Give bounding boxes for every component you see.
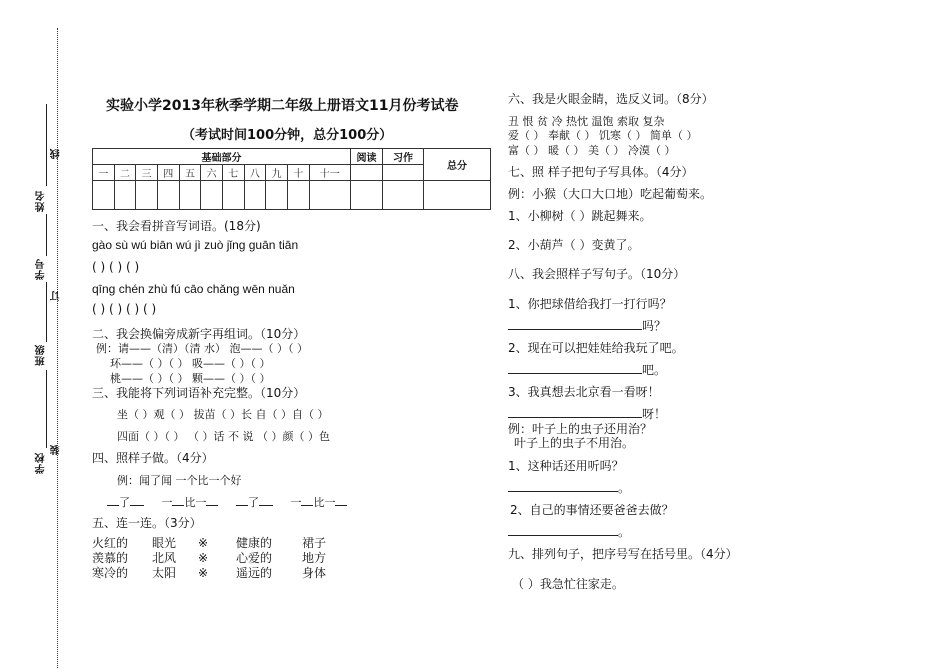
score-num: 十 [287,165,309,181]
exam-subtitle: （考试时间100分钟，总分100分） [182,128,393,143]
score-cell[interactable] [114,181,136,210]
score-num: 一 [93,165,115,181]
score-cell[interactable] [201,181,223,210]
s5-row [92,536,326,551]
score-cell[interactable] [222,181,244,210]
section1-title: 一、我会看拼音写词语。(18分) [92,219,261,233]
class-write-line [46,282,47,342]
s8-answer-line[interactable] [508,480,618,492]
section7-title: 七、照 样子把句子写具体。（4分） [508,165,694,179]
s5-word[interactable]: 心爱的 [236,551,273,565]
s8-answer-line[interactable] [508,406,642,418]
score-num: 六 [201,165,223,181]
s5-word[interactable]: 寒冷的 [92,566,129,580]
s8-q1: 1、你把球借给我打一打行吗？ [508,297,672,311]
s8-answer-end: 呀！ [642,407,667,421]
score-group-basic: 基础部分 [93,149,351,165]
score-cell[interactable] [136,181,158,210]
score-cell[interactable] [351,181,383,210]
s5-word[interactable]: 火红的 [92,536,129,550]
s5-dot: ※ [198,536,209,550]
s1-blank-row1[interactable]: ( ) ( ) ( ) [92,260,140,274]
score-col-reading: 阅读 [351,149,383,165]
s4-example: 例：闻了闻 一个比一个好 [117,474,242,487]
school-label: 学校 [36,452,47,474]
s4-blank[interactable] [259,494,273,506]
score-num: 七 [222,165,244,181]
s2-example: 例：请——（清）（清 水） 泡——（ ）（ ） [96,342,308,355]
s1-blank-row2[interactable]: ( ) ( ) ( ) ( ) [92,302,157,316]
s5-word[interactable]: 健康的 [236,536,273,550]
s1-pinyin-row1: gào sù wú biān wú jì zuò jǐng guān tiān [92,238,299,252]
exam-title: 实验小学2013年秋季学期二年级上册语文11月份考试卷 [106,98,459,114]
s8-answer4[interactable] [508,479,630,496]
section6-title: 六、我是火眼金睛，选反义词。（8分） [508,92,714,106]
s5-word[interactable]: 遥远的 [236,566,273,580]
s3-row2[interactable]: 四面（ ）（ ） （ ）话 不 说 （ ）颜（ ）色 [117,430,330,443]
s2-row2[interactable]: 桃——（ ）（ ） 颗——（ ）（ ） [110,372,271,385]
s4-blank[interactable] [301,494,313,506]
section4-title: 四、照样子做。（4分） [92,451,214,465]
section5-title: 五、连一连。（3分） [92,516,202,530]
score-cell[interactable] [157,181,179,210]
s3-row1[interactable]: 坐（ ）观（ ） 拔苗（ ）长 自（ ）自（ ） [117,408,329,421]
binding-char-ding: 订 [51,290,62,301]
s7-example: 例：小猴（大口大口地）吃起葡萄来。 [508,187,713,201]
score-cell[interactable] [266,181,288,210]
s4-blank[interactable] [130,494,144,506]
s4-blank[interactable] [335,494,347,506]
s4-blank[interactable] [107,494,119,506]
s5-word[interactable]: 羡慕的 [92,551,129,565]
score-cell[interactable] [424,181,491,210]
s8-q5: 2、自己的事情还要爸爸去做？ [510,503,674,517]
name-write-line [46,104,47,186]
score-cell[interactable] [383,181,424,210]
s8-answer-line[interactable] [508,362,642,374]
binding-dotted-line [57,28,58,668]
s8-example1: 例：叶子上的虫子还用治？ [508,422,653,436]
s5-row [92,566,326,581]
score-num: 九 [266,165,288,181]
s6-row1[interactable]: 爱（ ） 奉献（ ） 饥寒（ ） 简单（ ） [508,129,698,142]
score-empty [383,165,424,181]
s8-answer-line[interactable] [508,524,618,536]
s4-text: 比一 [313,496,336,509]
s8-q2: 2、现在可以把娃娃给我玩了吧。 [508,341,684,355]
s8-answer5[interactable] [508,523,630,540]
section3-title: 三、我能将下列词语补充完整。（10分） [92,386,306,400]
s2-row1[interactable]: 环——（ ）（ ） 吸——（ ）（ ） [110,357,271,370]
name-label: 姓名 [36,190,47,212]
s4-text: 了 [247,496,259,509]
s5-word[interactable]: 裙子 [302,536,327,550]
id-write-line [46,214,47,256]
s5-word[interactable]: 地方 [302,551,327,565]
score-empty [351,165,383,181]
score-num: 三 [136,165,158,181]
s6-row2[interactable]: 富（ ） 暖（ ） 美（ ） 冷漠（ ） [508,144,676,157]
score-num: 五 [179,165,201,181]
s8-answer1[interactable] [508,317,666,334]
s5-word[interactable]: 太阳 [152,566,177,580]
s5-dot: ※ [198,566,209,580]
section9-title: 九、排列句子，把序号写在括号里。（4分） [508,547,738,561]
section2-title: 二、我会换偏旁成新字再组词。（10分） [92,327,306,341]
score-cell[interactable] [179,181,201,210]
s4-text: 一 [290,496,302,509]
score-cell[interactable] [287,181,309,210]
s5-word[interactable]: 北风 [152,551,177,565]
s9-q1[interactable]: （ ）我急忙往家走。 [512,577,624,591]
score-num: 二 [114,165,136,181]
s5-word[interactable]: 眼光 [152,536,177,550]
s8-answer-end: 吗？ [642,319,667,333]
score-num: 八 [244,165,266,181]
s4-blank[interactable] [172,494,184,506]
class-label: 班级 [36,344,47,366]
score-col-writing: 习作 [383,149,424,165]
binding-char-xian: 线 [51,148,62,159]
binding-char-zhuang: 装 [51,444,62,455]
score-cell[interactable] [93,181,115,210]
score-num: 十一 [309,165,350,181]
s4-text: 一 [161,496,173,509]
score-cell[interactable] [309,181,350,210]
score-table [92,148,491,210]
s4-text: 了 [119,496,130,509]
s4-blank[interactable] [236,494,248,506]
section8-title: 八、我会照样子写句子。（10分） [508,267,686,281]
s5-dot: ※ [198,551,209,565]
s7-q1[interactable]: 1、小柳树（ ）跳起舞来。 [508,209,652,223]
s4-text: 比一 [184,496,207,509]
s5-row [92,551,326,566]
score-col-total: 总分 [424,149,491,181]
s7-q2[interactable]: 2、小葫芦（ ）变黄了。 [508,238,640,252]
s8-q3: 3、我真想去北京看一看呀！ [508,385,660,399]
s4-answer-row[interactable] [107,494,347,510]
s5-matching-grid [92,536,326,581]
s8-answer-end: 。 [618,481,631,495]
s8-answer-end: 。 [618,525,631,539]
s6-word-bank: 丑 恨 贫 冷 热忱 温饱 索取 复杂 [508,115,665,128]
s8-example2: 叶子上的虫子不用治。 [514,436,635,450]
score-cell[interactable] [244,181,266,210]
s8-answer-line[interactable] [508,318,642,330]
s5-word[interactable]: 身体 [302,566,327,580]
score-num: 四 [157,165,179,181]
s8-answer-end: 吧。 [642,363,667,377]
school-write-line [46,370,47,448]
s4-blank[interactable] [206,494,218,506]
id-label: 学号 [36,258,47,280]
s8-answer2[interactable] [508,361,666,378]
s8-q4: 1、这种话还用听吗？ [508,459,624,473]
s1-pinyin-row2: qīng chén zhù fú cāo chǎng wēn nuǎn [92,282,295,296]
